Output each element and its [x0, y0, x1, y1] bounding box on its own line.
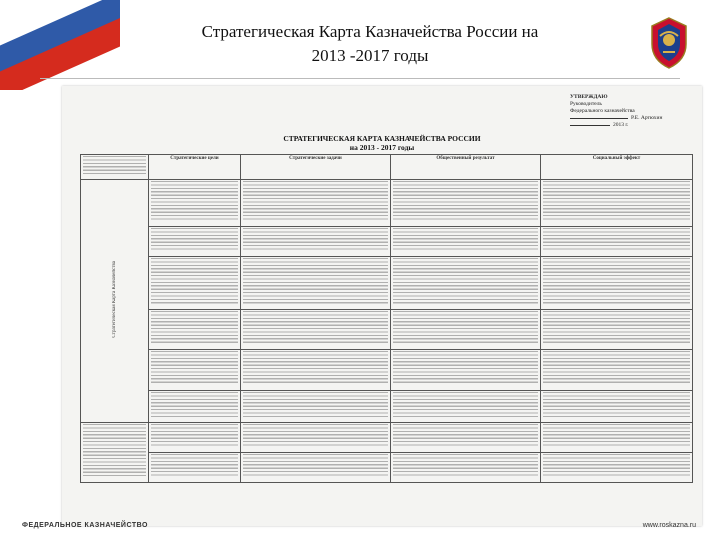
table-cell	[391, 309, 541, 350]
table-cell	[541, 226, 693, 256]
table-cell	[541, 453, 693, 483]
document-title-line1: СТРАТЕГИЧЕСКАЯ КАРТА КАЗНАЧЕЙСТВА РОССИИ	[283, 134, 481, 143]
table-cell	[241, 390, 391, 422]
table-cell	[541, 423, 693, 453]
sign-date: 2013 г.	[613, 122, 629, 128]
approval-line: Федерального казначейства	[570, 108, 635, 114]
table-cell	[391, 350, 541, 391]
table-cell	[241, 256, 391, 309]
slide-title-line2: 2013 -2017 годы	[311, 46, 429, 65]
table-cell	[149, 453, 241, 483]
table-cell	[149, 309, 241, 350]
table-header-corner	[81, 155, 149, 180]
table-cell	[241, 180, 391, 227]
footer-url[interactable]: www.roskazna.ru	[642, 522, 696, 529]
table-cell	[541, 180, 693, 227]
table-cell	[391, 180, 541, 227]
russian-flag-decoration	[0, 0, 120, 90]
table-cell	[541, 390, 693, 422]
vertical-label-cell	[81, 180, 149, 423]
table-cell	[241, 423, 391, 453]
slide-footer	[0, 514, 720, 540]
scanned-strategy-document	[62, 86, 702, 526]
strategy-map-table	[80, 154, 693, 483]
approval-line: Р.Е. Артюхин	[631, 115, 663, 121]
table-cell	[241, 309, 391, 350]
slide-title-line1: Стратегическая Карта Казначейства России на	[201, 22, 539, 41]
document-title-line2: на 2013 - 2017 годы	[349, 143, 415, 152]
table-cell	[81, 423, 149, 483]
slide-title	[150, 20, 590, 68]
document-title	[242, 134, 522, 152]
table-cell	[149, 423, 241, 453]
approval-line: Руководитель	[570, 101, 602, 107]
approval-line: УТВЕРЖДАЮ	[570, 94, 608, 100]
treasury-emblem-icon	[646, 14, 692, 72]
date-line	[570, 125, 610, 126]
table-header: Стратегические задачи	[241, 155, 391, 180]
header-divider	[40, 78, 680, 79]
table-cell	[541, 309, 693, 350]
table-cell	[241, 350, 391, 391]
approval-stamp	[570, 94, 690, 129]
table-cell	[149, 390, 241, 422]
table-cell	[391, 256, 541, 309]
table-cell	[391, 423, 541, 453]
table-cell	[391, 453, 541, 483]
table-cell	[241, 453, 391, 483]
table-cell	[391, 390, 541, 422]
vertical-label: Стратегическая Карта Казначейства	[111, 261, 117, 338]
table-cell	[149, 350, 241, 391]
table-cell	[541, 350, 693, 391]
table-cell	[391, 226, 541, 256]
table-cell	[241, 226, 391, 256]
table-header: Стратегические цели	[149, 155, 241, 180]
table-cell	[149, 180, 241, 227]
table-header: Общественный результат	[391, 155, 541, 180]
signature	[570, 118, 628, 119]
table-cell	[149, 256, 241, 309]
footer-org: ФЕДЕРАЛЬНОЕ КАЗНАЧЕЙСТВО	[22, 522, 148, 529]
table-header: Социальный эффект	[541, 155, 693, 180]
table-cell	[541, 256, 693, 309]
table-cell	[149, 226, 241, 256]
